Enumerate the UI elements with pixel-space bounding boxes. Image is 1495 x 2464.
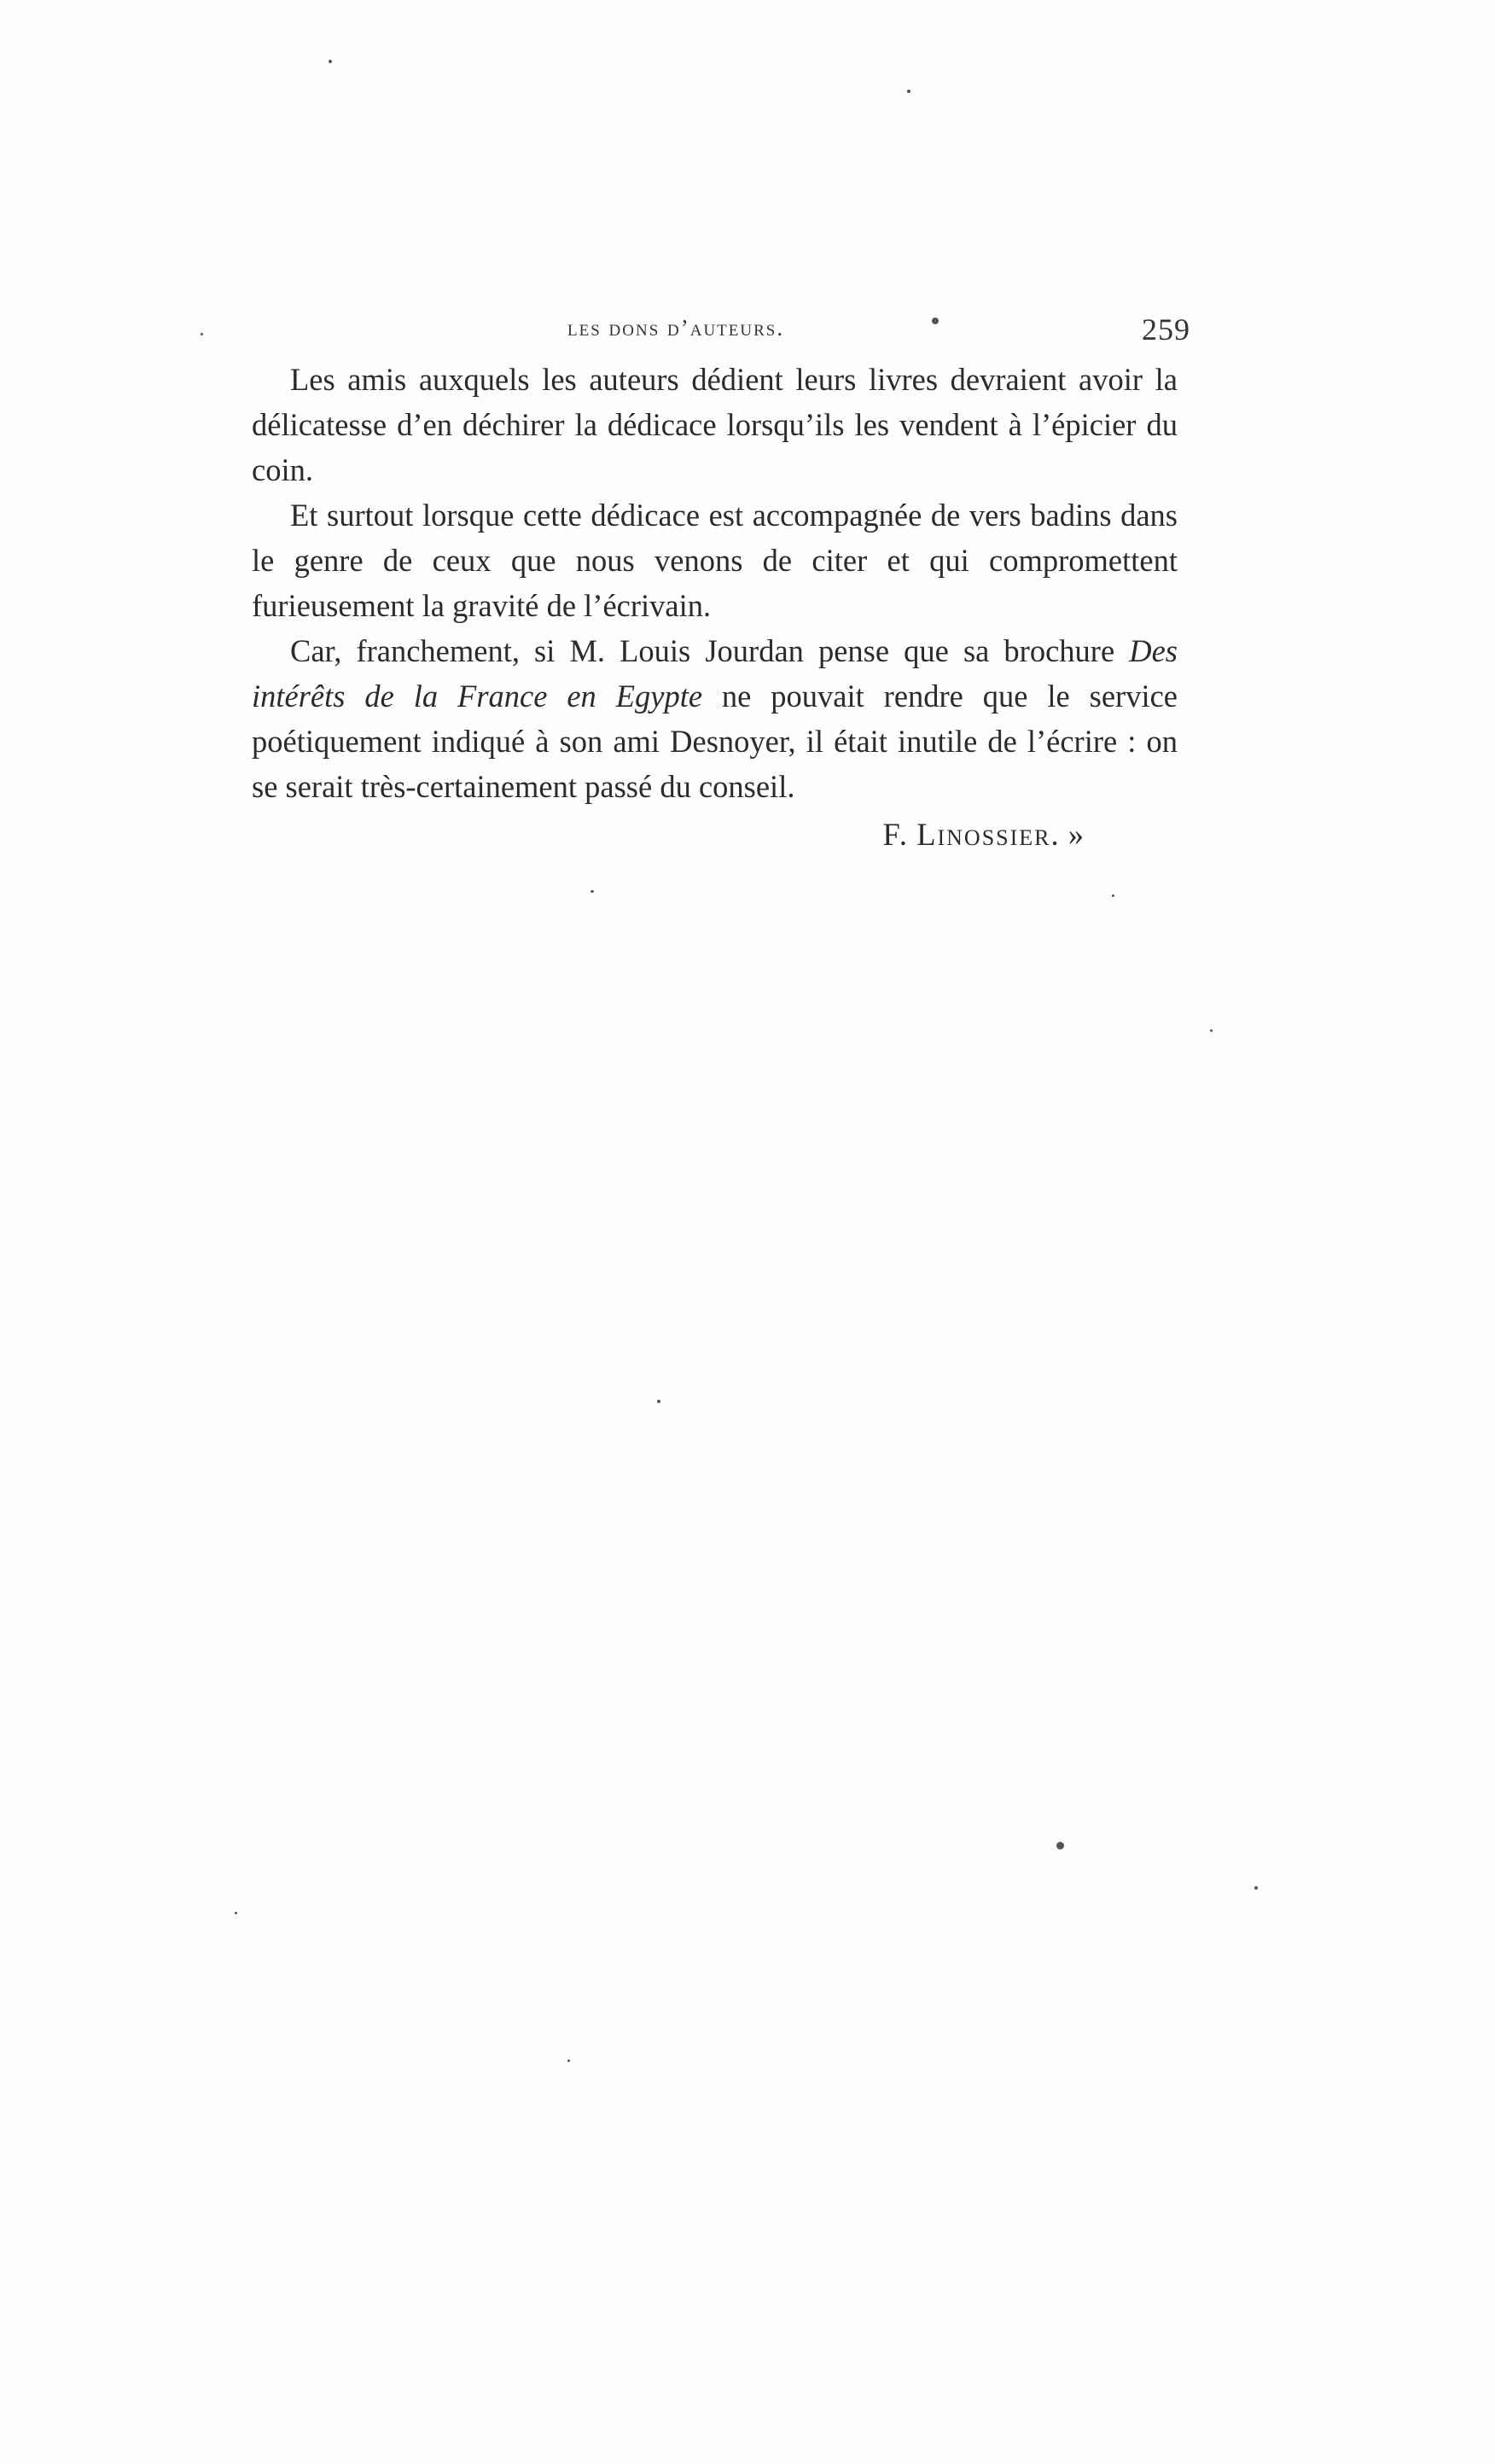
body-text — [252, 357, 1178, 859]
scan-speck — [201, 333, 203, 335]
scan-speck — [1254, 1886, 1258, 1890]
closing-quote: » — [1067, 817, 1084, 852]
scan-speck — [657, 1400, 660, 1403]
book-title: Des intérêts de la France en Egypte — [252, 633, 1178, 714]
scan-speck — [567, 2059, 570, 2062]
signature-name: Linossier. — [916, 817, 1061, 852]
scan-speck — [1112, 894, 1114, 897]
scan-speck — [907, 90, 910, 93]
scan-speck — [1210, 1029, 1213, 1032]
page-number: 259 — [1142, 312, 1190, 347]
signature-initial: F. — [882, 817, 910, 852]
running-title: les dons d’auteurs. — [567, 315, 785, 341]
paragraph-2: Et surtout lorsque cette dédicace est accompagnée de vers badins dans le genre de ceux que nous venons de citer et qui compromettent furieusement la gravité de l’écrivain. — [252, 498, 1178, 623]
running-head — [252, 312, 1190, 354]
paragraph-1: Les amis auxquels les auteurs dédient leurs livres devraient avoir la délicatesse d’en déchirer la dédicace lorsqu’ils les vendent à l’épicier du coin. — [252, 362, 1178, 487]
paragraph-3-text-end: ne pouvait rendre que le service poétiquement indiqué à son ami Desnoyer, il était inutile de l’écrire : on se serait très-certainement passé du conseil. — [252, 679, 1178, 804]
scan-speck — [329, 60, 332, 63]
scan-speck — [235, 1912, 237, 1914]
paragraph-3 — [252, 628, 1178, 809]
scan-speck — [1056, 1842, 1064, 1849]
paragraph-3-text-start: Car, franchement, si M. Louis Jourdan pense que sa brochure — [290, 633, 1130, 668]
signature — [252, 811, 1178, 859]
scan-speck — [932, 317, 939, 324]
scan-speck — [590, 890, 594, 893]
